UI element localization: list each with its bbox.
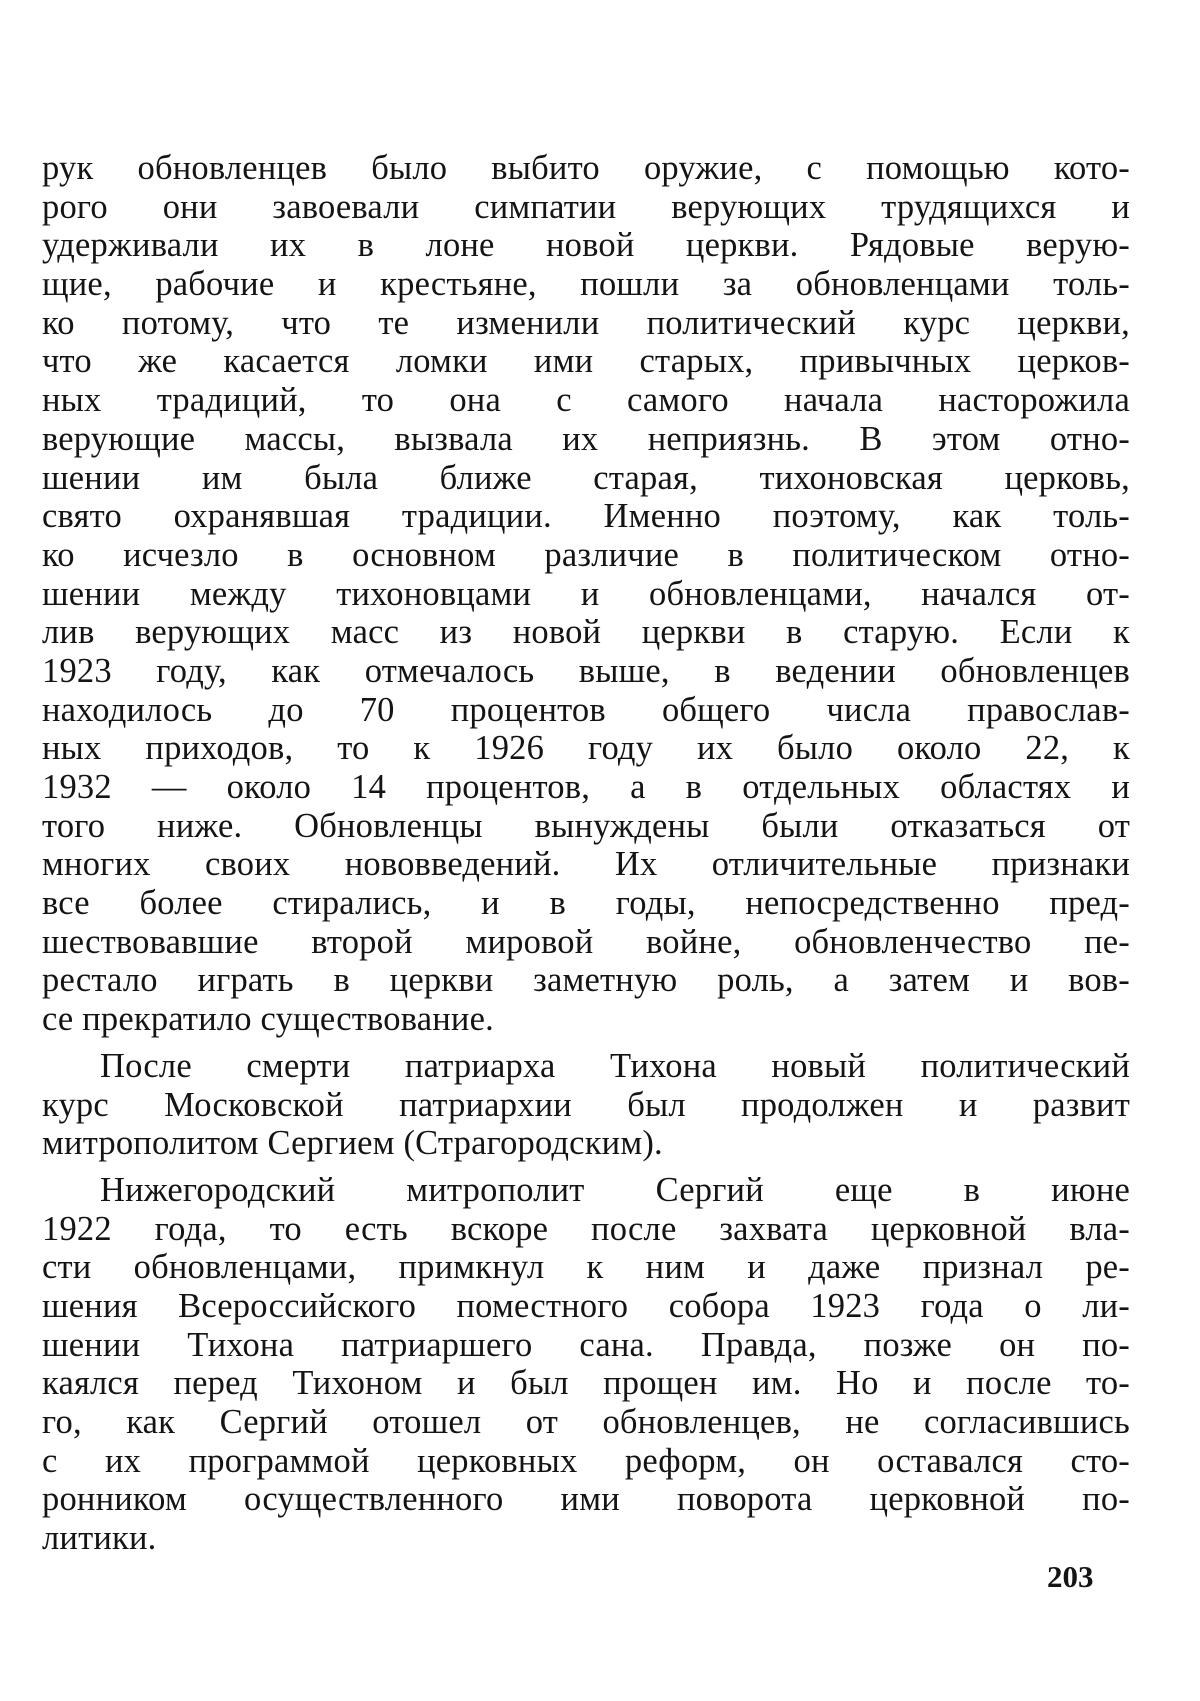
paragraph (42, 149, 1130, 1039)
page-number: 203 (1047, 1559, 1094, 1594)
text-line: рого они завоевали симпатии верующих трудящихся и (42, 187, 1130, 226)
paragraph (42, 1171, 1130, 1558)
text-line: шествовавшие второй мировой войне, обновленчество пе- (42, 922, 1130, 961)
text-line: ко исчезло в основном различие в политическом отно- (42, 535, 1130, 574)
text-line: После смерти патриарха Тихона новый политический (100, 1046, 1130, 1085)
text-line: ко потому, что те изменили политический курс церкви, (42, 303, 1130, 342)
text-line: находилось до 70 процентов общего числа православ- (42, 690, 1130, 729)
text-line: что же касается ломки ими старых, привычных церков- (42, 342, 1130, 381)
text-line: се прекратило существование. (42, 1000, 494, 1039)
text-line: с их программой церковных реформ, он оставался сто- (42, 1441, 1130, 1480)
text-line: многих своих нововведений. Их отличительные признаки (42, 845, 1130, 884)
text-line: ных традиций, то она с самого начала насторожила (42, 381, 1130, 420)
text-line: рук обновленцев было выбито оружие, с помощью кото- (42, 149, 1130, 187)
paragraph (42, 1047, 1130, 1163)
text-line: го, как Сергий отошел от обновленцев, не согласившись (42, 1403, 1130, 1441)
text-line: литики. (42, 1519, 157, 1558)
text-line: все более стирались, и в годы, непосредственно пред- (42, 884, 1130, 923)
text-line: ных приходов, то к 1926 году их было около 22, к (42, 729, 1130, 768)
body-text (42, 149, 1130, 1558)
text-line: того ниже. Обновленцы вынуждены были отказаться от (42, 806, 1130, 845)
text-line: рестало играть в церкви заметную роль, а затем и вов- (42, 961, 1130, 1000)
text-line: шения Всероссийского поместного собора 1923 года о ли- (42, 1286, 1130, 1325)
text-line: 1923 году, как отмечалось выше, в ведении обновленцев (42, 651, 1130, 690)
text-line: 1932 — около 14 процентов, а в отдельных областях и (42, 768, 1130, 806)
text-line: свято охранявшая традиции. Именно поэтому, как толь- (42, 497, 1130, 536)
text-line: удерживали их в лоне новой церкви. Рядовые верую- (42, 226, 1130, 265)
text-line: ронником осуществленного ими поворота церковной по- (42, 1480, 1130, 1519)
text-line: каялся перед Тихоном и был прощен им. Но и после то- (42, 1364, 1130, 1403)
text-line: верующие массы, вызвала их неприязнь. В этом отно- (42, 419, 1130, 458)
text-line: лив верующих масс из новой церкви в старую. Если к (42, 613, 1130, 652)
text-line: шении им была ближе старая, тихоновская церковь, (42, 458, 1130, 497)
text-line: 1922 года, то есть вскоре после захвата церковной вла- (42, 1209, 1130, 1248)
text-line: щие, рабочие и крестьяне, пошли за обновленцами толь- (42, 265, 1130, 304)
text-line: Нижегородский митрополит Сергий еще в июне (100, 1170, 1130, 1209)
text-line: шении Тихона патриаршего сана. Правда, позже он по- (42, 1325, 1130, 1364)
text-line: сти обновленцами, примкнул к ним и даже признал ре- (42, 1248, 1130, 1287)
text-line: курс Московской патриархии был продолжен и развит (42, 1085, 1130, 1124)
text-line: шении между тихоновцами и обновленцами, начался от- (42, 574, 1130, 613)
text-line: митрополитом Сергием (Страгородским). (42, 1124, 663, 1163)
